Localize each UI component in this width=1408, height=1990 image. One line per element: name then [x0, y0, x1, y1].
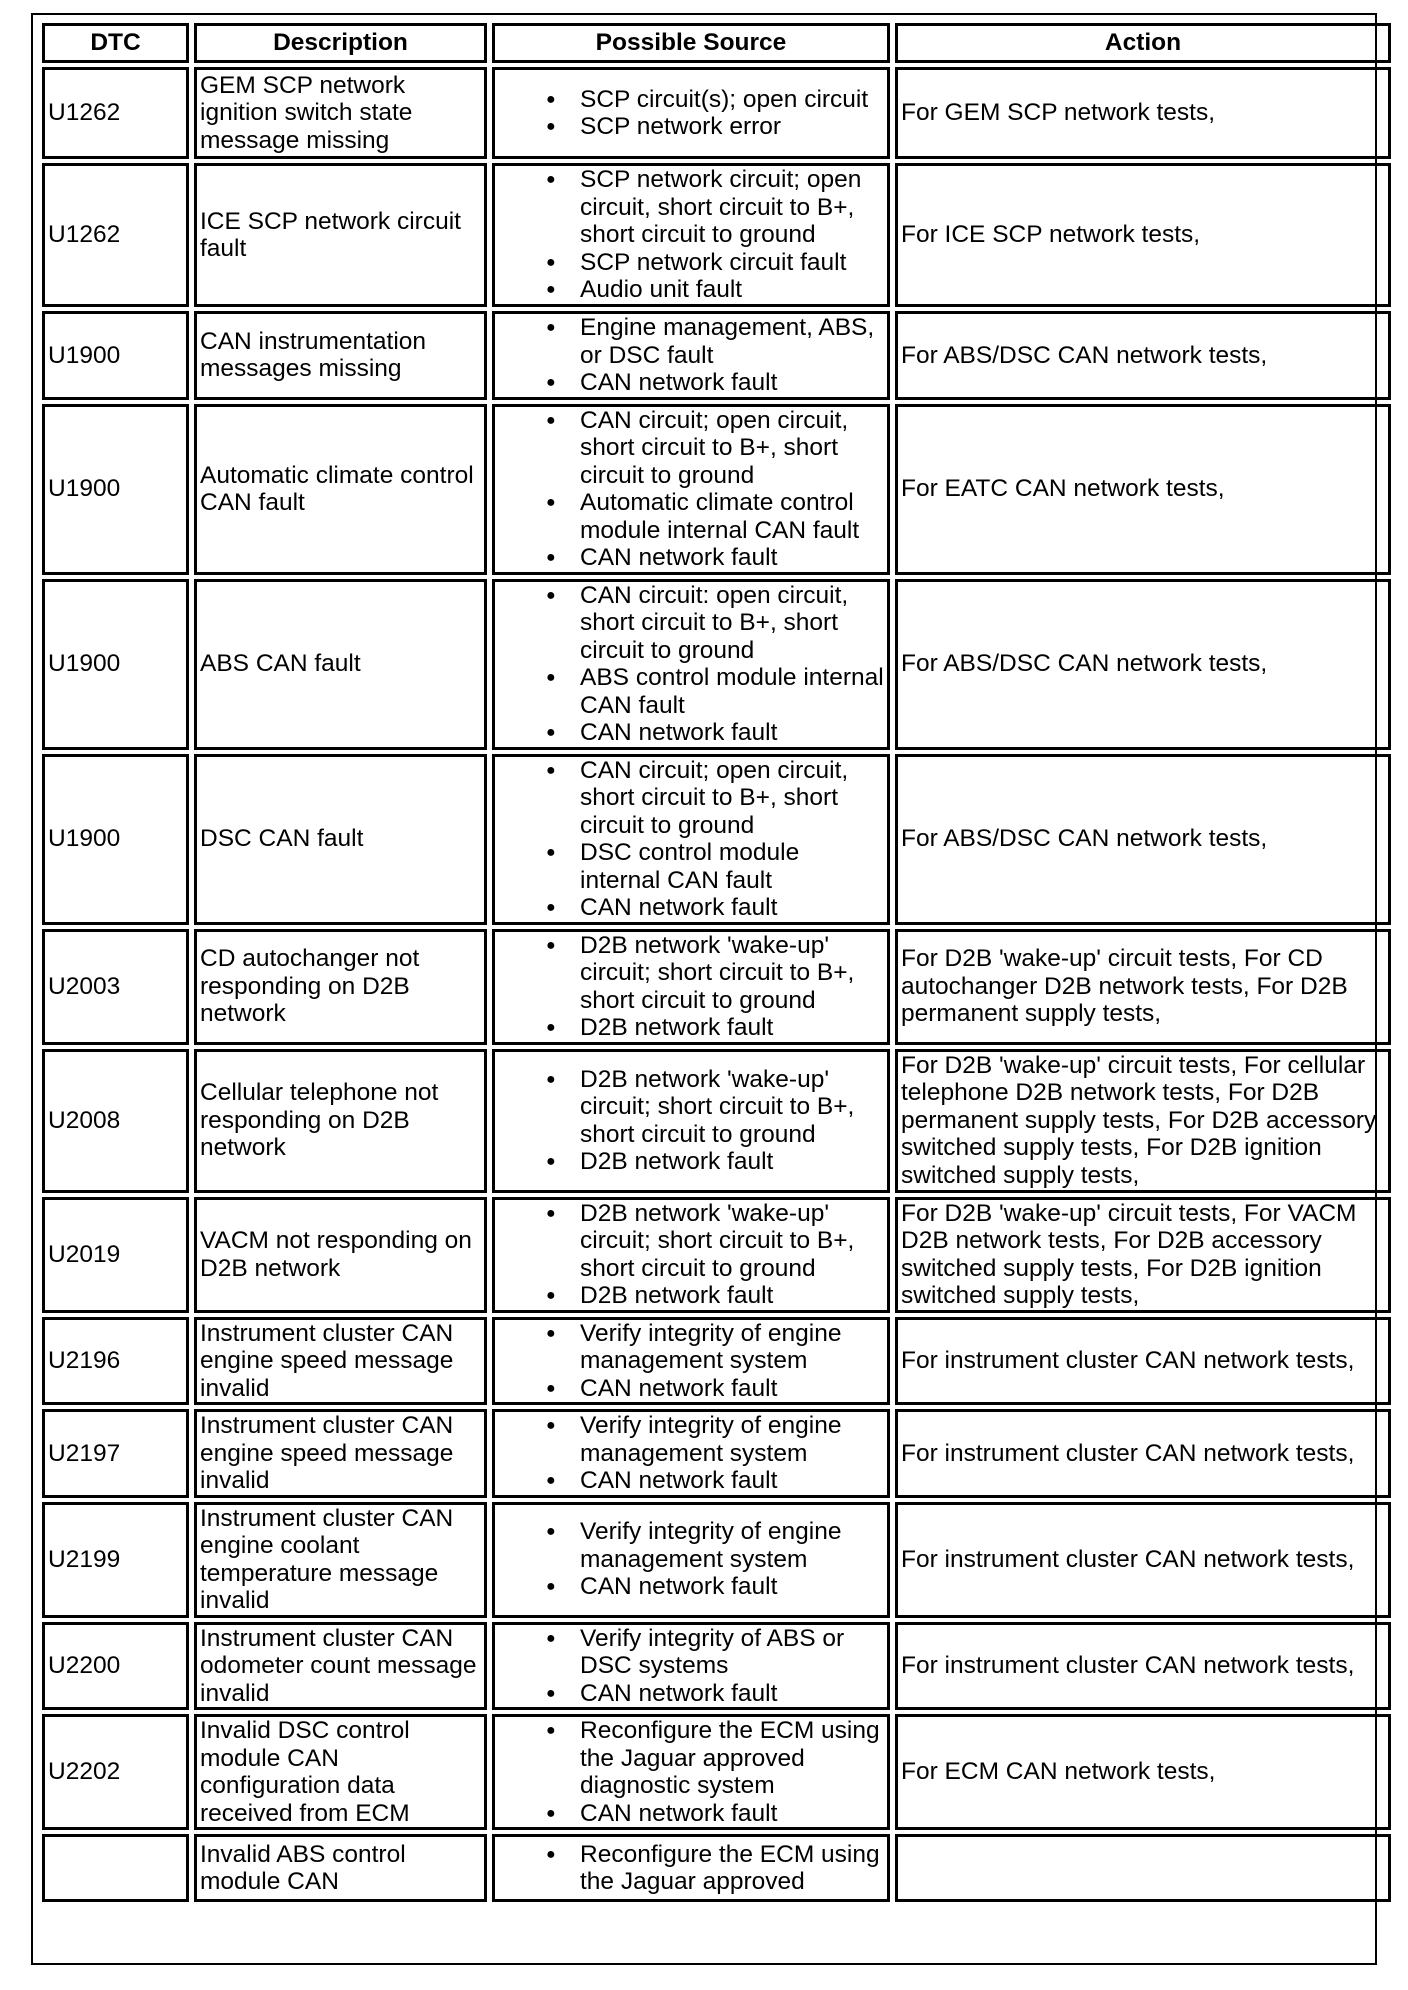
action-cell: For instrument cluster CAN network tests,	[895, 1622, 1391, 1711]
description-cell: Instrument cluster CAN odometer count message invalid	[194, 1622, 487, 1711]
possible-source-item: ● Automatic climate control module internal CAN fault	[580, 489, 884, 544]
table-row	[42, 1834, 1391, 1902]
possible-source-item: ● Reconfigure the ECM using the Jaguar approved diagnostic system	[580, 1717, 884, 1800]
possible-source-item: ● DSC control module internal CAN fault	[580, 839, 884, 894]
possible-source-item: ● Engine management, ABS, or DSC fault	[580, 314, 884, 369]
possible-source-item: ● CAN network fault	[580, 1573, 884, 1601]
dtc-code-cell	[42, 1834, 189, 1902]
action-cell: For D2B 'wake-up' circuit tests, For CD autochanger D2B network tests, For D2B permanent supply tests,	[895, 929, 1391, 1045]
description-cell: CAN instrumentation messages missing	[194, 311, 487, 400]
dtc-code-cell: U2196	[42, 1317, 189, 1406]
possible-source-list	[498, 1841, 884, 1896]
possible-source-list	[498, 582, 884, 747]
table-row	[42, 1502, 1391, 1618]
table-row	[42, 1714, 1391, 1830]
possible-source-item: ● CAN network fault	[580, 1680, 884, 1708]
possible-source-list	[498, 314, 884, 397]
table-row	[42, 67, 1391, 159]
action-cell: For ABS/DSC CAN network tests,	[895, 754, 1391, 925]
table-row	[42, 1049, 1391, 1193]
description-cell: Instrument cluster CAN engine speed message invalid	[194, 1409, 487, 1498]
action-cell: For ABS/DSC CAN network tests,	[895, 579, 1391, 750]
possible-source-item: ● SCP circuit(s); open circuit	[580, 86, 884, 114]
possible-source-list	[498, 1320, 884, 1403]
possible-source-cell	[492, 67, 890, 159]
table-row	[42, 1409, 1391, 1498]
dtc-code-cell: U1900	[42, 754, 189, 925]
possible-source-list	[498, 1066, 884, 1176]
action-cell: For ECM CAN network tests,	[895, 1714, 1391, 1830]
possible-source-item: ● CAN circuit; open circuit, short circuit to B+, short circuit to ground	[580, 757, 884, 840]
table-body	[42, 67, 1391, 1902]
possible-source-item: ● CAN network fault	[580, 1375, 884, 1403]
possible-source-list	[498, 86, 884, 141]
dtc-code-cell: U1900	[42, 579, 189, 750]
possible-source-item: ● D2B network fault	[580, 1148, 884, 1176]
possible-source-item: ● D2B network fault	[580, 1014, 884, 1042]
description-cell: VACM not responding on D2B network	[194, 1197, 487, 1313]
possible-source-cell	[492, 1502, 890, 1618]
possible-source-item: ● CAN network fault	[580, 894, 884, 922]
possible-source-cell	[492, 579, 890, 750]
possible-source-cell	[492, 1197, 890, 1313]
table-row	[42, 404, 1391, 575]
dtc-code-cell: U1900	[42, 311, 189, 400]
possible-source-item: ● CAN network fault	[580, 719, 884, 747]
dtc-code-cell: U2199	[42, 1502, 189, 1618]
header-description: Description	[194, 23, 487, 63]
possible-source-cell	[492, 404, 890, 575]
possible-source-item: ● CAN network fault	[580, 1800, 884, 1828]
description-cell: ABS CAN fault	[194, 579, 487, 750]
action-cell	[895, 1834, 1391, 1902]
table-row	[42, 579, 1391, 750]
possible-source-item: ● D2B network 'wake-up' circuit; short circuit to B+, short circuit to ground	[580, 1066, 884, 1149]
possible-source-item: ● ABS control module internal CAN fault	[580, 664, 884, 719]
action-cell: For ICE SCP network tests,	[895, 163, 1391, 307]
header-action: Action	[895, 23, 1391, 63]
possible-source-list	[498, 407, 884, 572]
action-cell: For D2B 'wake-up' circuit tests, For VACM D2B network tests, For D2B accessory switched supply tests, For D2B ignition switched supply tests,	[895, 1197, 1391, 1313]
possible-source-list	[498, 1625, 884, 1708]
table-row	[42, 1197, 1391, 1313]
dtc-table	[37, 19, 1396, 1906]
possible-source-item: ● Reconfigure the ECM using the Jaguar approved	[580, 1841, 884, 1896]
action-cell: For D2B 'wake-up' circuit tests, For cellular telephone D2B network tests, For D2B permanent supply tests, For D2B accessory switched supply tests, For D2B ignition switched supply tests,	[895, 1049, 1391, 1193]
description-cell: GEM SCP network ignition switch state message missing	[194, 67, 487, 159]
dtc-code-cell: U1900	[42, 404, 189, 575]
description-cell: CD autochanger not responding on D2B network	[194, 929, 487, 1045]
table-row	[42, 1317, 1391, 1406]
possible-source-cell	[492, 1714, 890, 1830]
dtc-table-frame	[31, 13, 1377, 1965]
possible-source-cell	[492, 754, 890, 925]
possible-source-list	[498, 166, 884, 304]
possible-source-item: ● Verify integrity of ABS or DSC systems	[580, 1625, 884, 1680]
action-cell: For EATC CAN network tests,	[895, 404, 1391, 575]
possible-source-item: ● D2B network 'wake-up' circuit; short circuit to B+, short circuit to ground	[580, 1200, 884, 1283]
dtc-code-cell: U2019	[42, 1197, 189, 1313]
description-cell: Instrument cluster CAN engine coolant temperature message invalid	[194, 1502, 487, 1618]
possible-source-cell	[492, 1409, 890, 1498]
action-cell: For instrument cluster CAN network tests,	[895, 1317, 1391, 1406]
possible-source-list	[498, 932, 884, 1042]
description-cell: ICE SCP network circuit fault	[194, 163, 487, 307]
possible-source-item: ● SCP network circuit fault	[580, 249, 884, 277]
action-cell: For instrument cluster CAN network tests,	[895, 1502, 1391, 1618]
possible-source-item: ● D2B network 'wake-up' circuit; short circuit to B+, short circuit to ground	[580, 932, 884, 1015]
possible-source-cell	[492, 163, 890, 307]
dtc-code-cell: U2202	[42, 1714, 189, 1830]
possible-source-item: ● CAN network fault	[580, 369, 884, 397]
action-cell: For ABS/DSC CAN network tests,	[895, 311, 1391, 400]
possible-source-item: ● CAN network fault	[580, 544, 884, 572]
dtc-code-cell: U2008	[42, 1049, 189, 1193]
possible-source-cell	[492, 311, 890, 400]
possible-source-item: ● Audio unit fault	[580, 276, 884, 304]
action-cell: For GEM SCP network tests,	[895, 67, 1391, 159]
table-header-row	[42, 23, 1391, 63]
description-cell: Automatic climate control CAN fault	[194, 404, 487, 575]
possible-source-item: ● Verify integrity of engine management system	[580, 1412, 884, 1467]
possible-source-list	[498, 757, 884, 922]
table-row	[42, 163, 1391, 307]
description-cell: Instrument cluster CAN engine speed message invalid	[194, 1317, 487, 1406]
possible-source-item: ● D2B network fault	[580, 1282, 884, 1310]
dtc-code-cell: U2197	[42, 1409, 189, 1498]
possible-source-cell	[492, 1834, 890, 1902]
header-dtc: DTC	[42, 23, 189, 63]
possible-source-item: ● SCP network circuit; open circuit, short circuit to B+, short circuit to ground	[580, 166, 884, 249]
dtc-code-cell: U1262	[42, 163, 189, 307]
table-row	[42, 1622, 1391, 1711]
possible-source-item: ● CAN circuit; open circuit, short circuit to B+, short circuit to ground	[580, 407, 884, 490]
possible-source-cell	[492, 929, 890, 1045]
header-possible-source: Possible Source	[492, 23, 890, 63]
possible-source-item: ● CAN network fault	[580, 1467, 884, 1495]
description-cell: Invalid ABS control module CAN	[194, 1834, 487, 1902]
possible-source-item: ● Verify integrity of engine management system	[580, 1320, 884, 1375]
possible-source-cell	[492, 1317, 890, 1406]
dtc-code-cell: U2200	[42, 1622, 189, 1711]
description-cell: DSC CAN fault	[194, 754, 487, 925]
possible-source-item: ● SCP network error	[580, 113, 884, 141]
table-row	[42, 754, 1391, 925]
possible-source-list	[498, 1412, 884, 1495]
action-cell: For instrument cluster CAN network tests,	[895, 1409, 1391, 1498]
possible-source-item: ● CAN circuit: open circuit, short circuit to B+, short circuit to ground	[580, 582, 884, 665]
possible-source-list	[498, 1518, 884, 1601]
possible-source-item: ● Verify integrity of engine management system	[580, 1518, 884, 1573]
possible-source-list	[498, 1200, 884, 1310]
table-row	[42, 311, 1391, 400]
description-cell: Cellular telephone not responding on D2B network	[194, 1049, 487, 1193]
table-row	[42, 929, 1391, 1045]
possible-source-cell	[492, 1049, 890, 1193]
dtc-code-cell: U2003	[42, 929, 189, 1045]
possible-source-cell	[492, 1622, 890, 1711]
description-cell: Invalid DSC control module CAN configuration data received from ECM	[194, 1714, 487, 1830]
dtc-code-cell: U1262	[42, 67, 189, 159]
possible-source-list	[498, 1717, 884, 1827]
